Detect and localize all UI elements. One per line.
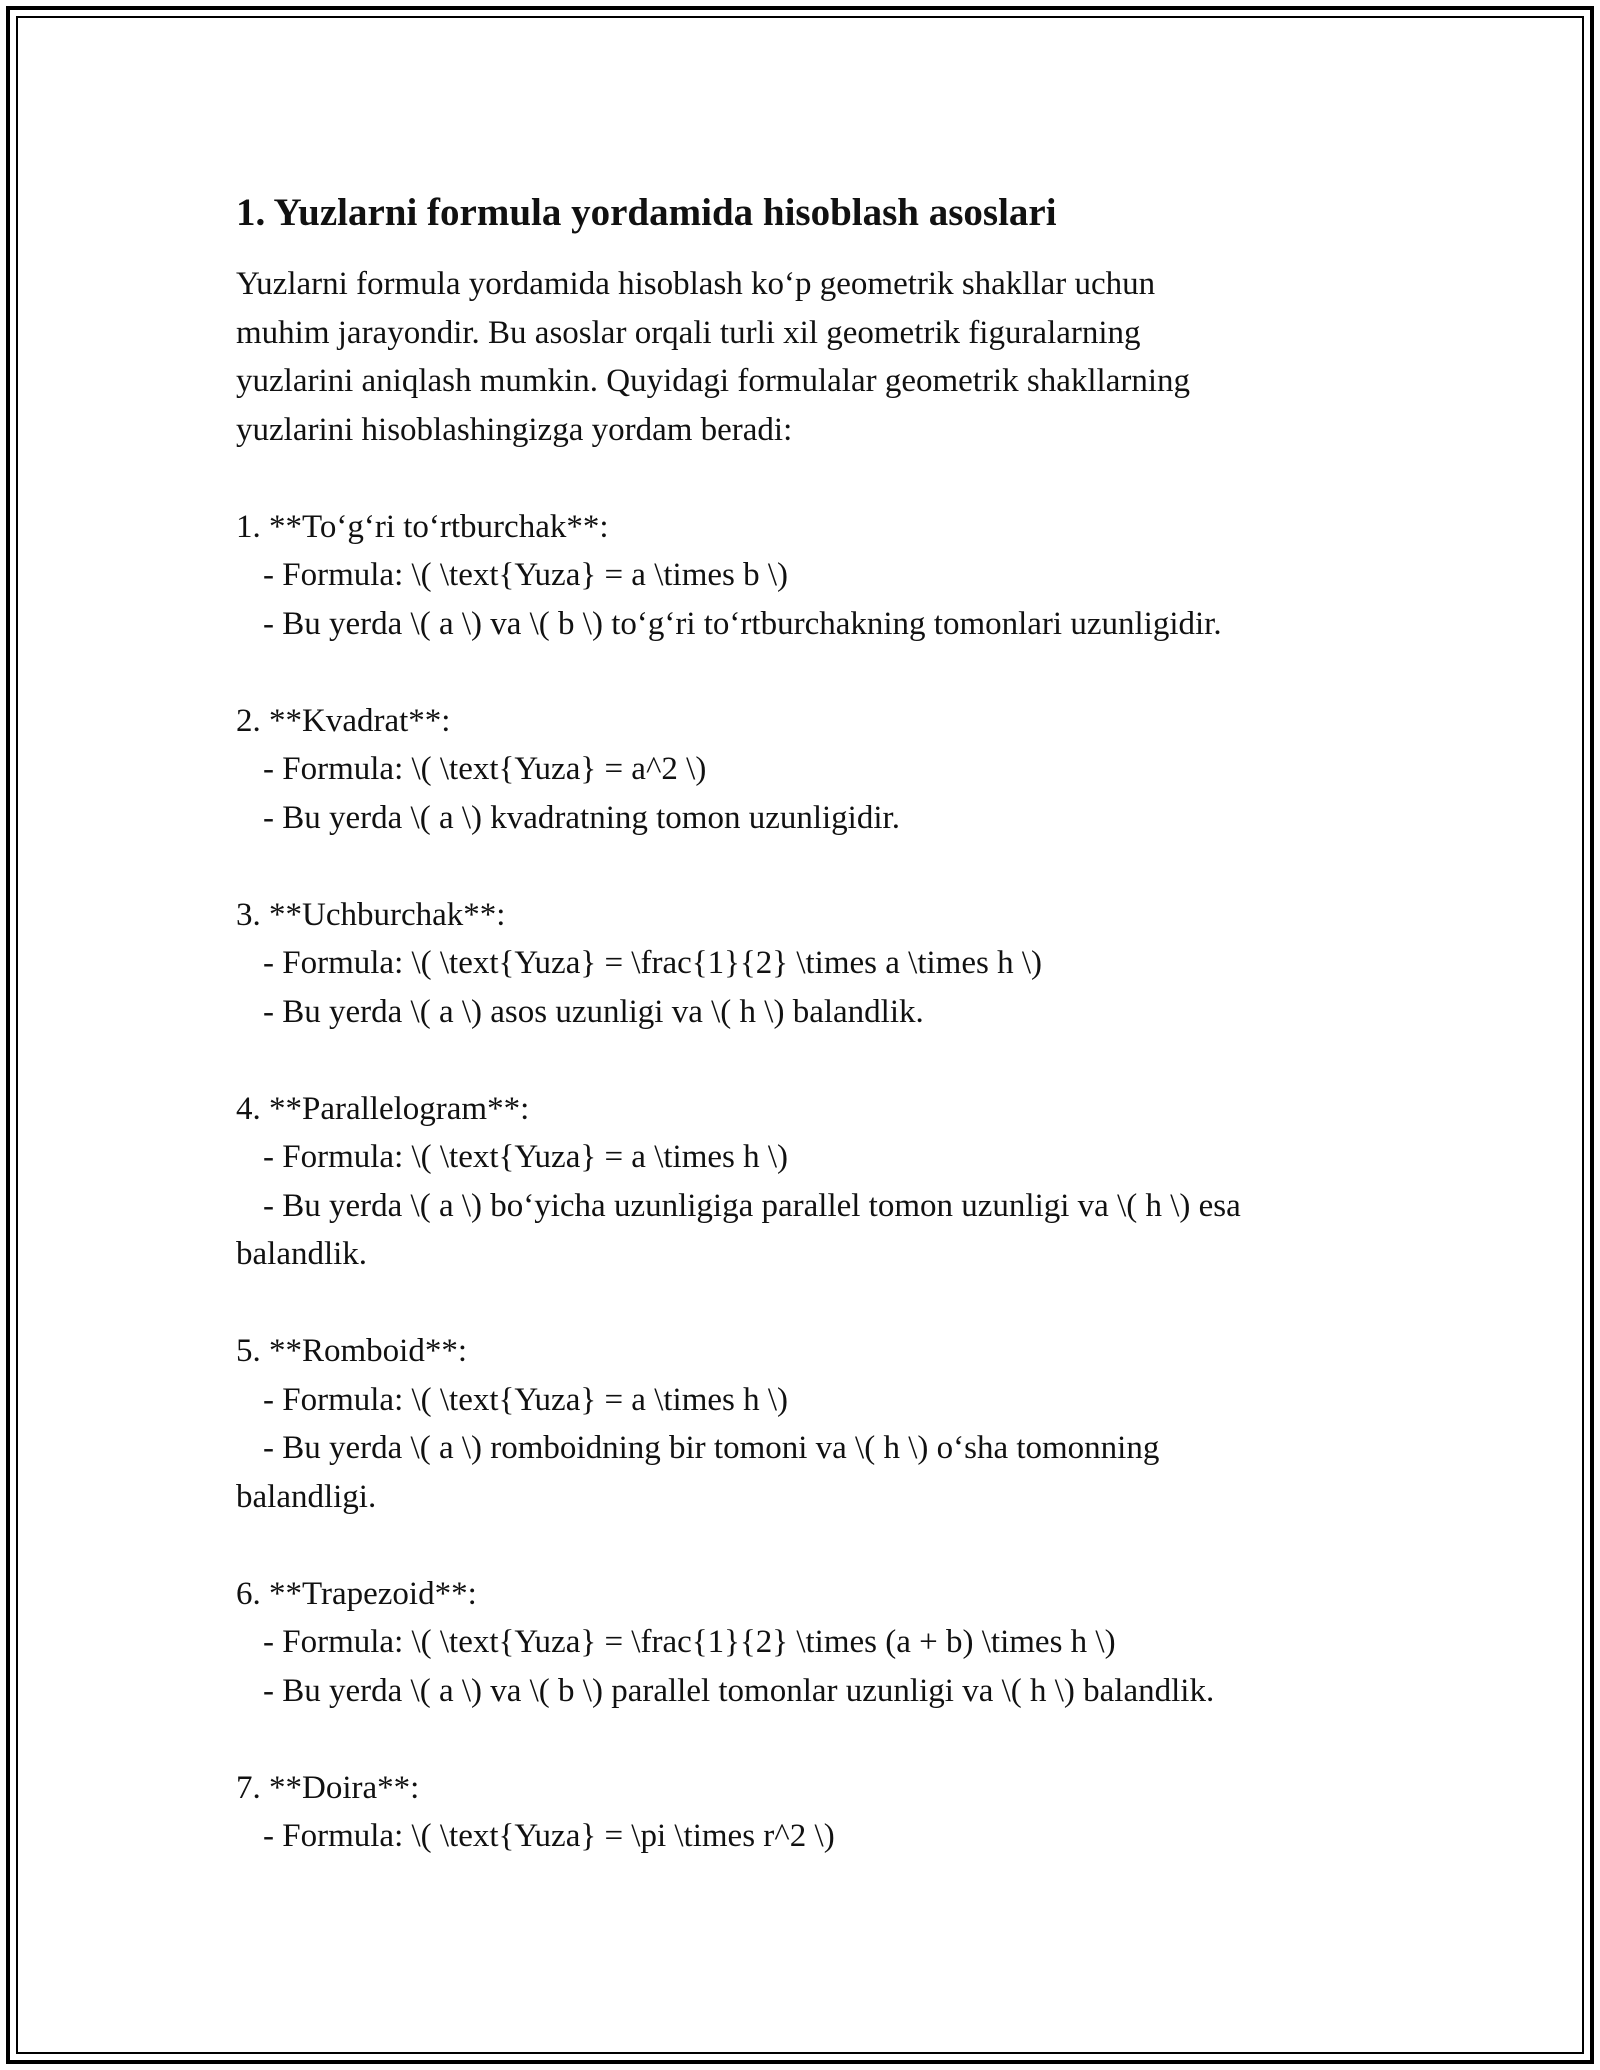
item-title: 2. **Kvadrat**: (236, 702, 451, 739)
item-formula: - Formula: \( \text{Yuza} = \frac{1}{2} \times a \times h \) (263, 945, 1042, 981)
item-title: 1. **To‘g‘ri to‘rtburchak**: (236, 508, 609, 545)
intro-line: yuzlarini hisoblashingizga yordam beradi: (236, 411, 793, 448)
list-item-trapezoid (236, 1570, 1396, 1716)
list-item-parallelogram (236, 1085, 1396, 1279)
item-description-continued: balandlik. (236, 1236, 368, 1272)
item-title: 5. **Romboid**: (236, 1333, 468, 1369)
item-description: - Bu yerda \( a \) kvadratning tomon uzunligidir. (263, 799, 900, 836)
item-title: 6. **Trapezoid**: (236, 1575, 477, 1612)
list-item-circle (236, 1764, 1396, 1861)
intro-paragraph (236, 260, 1396, 454)
item-formula: - Formula: \( \text{Yuza} = a \times h \) (263, 1139, 789, 1175)
item-description: - Bu yerda \( a \) romboidning bir tomoni va \( h \) o‘sha tomonning (263, 1430, 1160, 1466)
item-title: 3. **Uchburchak**: (236, 896, 506, 933)
item-formula: - Formula: \( \text{Yuza} = \pi \times r^2 \) (263, 1818, 835, 1854)
item-description-continued: balandligi. (236, 1478, 377, 1515)
item-description: - Bu yerda \( a \) bo‘yicha uzunligiga parallel tomon uzunligi va \( h \) esa (263, 1187, 1241, 1224)
list-item-square (236, 697, 1396, 843)
intro-line: muhim jarayondir. Bu asoslar orqali turli xil geometrik figuralarning (236, 314, 1141, 351)
section-heading: 1. Yuzlarni formula yordamida hisoblash asoslari (236, 191, 1057, 234)
item-description: - Bu yerda \( a \) va \( b \) to‘g‘ri to‘rtburchakning tomonlari uzunligidir. (263, 605, 1222, 642)
item-formula: - Formula: \( \text{Yuza} = \frac{1}{2} \times (a + b) \times h \) (263, 1624, 1116, 1660)
item-title: 4. **Parallelogram**: (236, 1090, 530, 1127)
list-item-rectangle (236, 503, 1396, 649)
item-formula: - Formula: \( \text{Yuza} = a \times b \) (263, 557, 789, 593)
item-description: - Bu yerda \( a \) va \( b \) parallel tomonlar uzunligi va \( h \) balandlik. (263, 1672, 1215, 1709)
item-title: 7. **Doira**: (236, 1769, 420, 1806)
item-description: - Bu yerda \( a \) asos uzunligi va \( h \) balandlik. (263, 993, 924, 1030)
list-item-romboid (236, 1327, 1396, 1521)
list-item-triangle (236, 891, 1396, 1037)
intro-line: yuzlarini aniqlash mumkin. Quyidagi formulalar geometrik shakllarning (236, 363, 1191, 399)
document-body (236, 186, 1396, 1861)
item-formula: - Formula: \( \text{Yuza} = a \times h \) (263, 1381, 789, 1418)
item-formula: - Formula: \( \text{Yuza} = a^2 \) (263, 751, 707, 787)
intro-line: Yuzlarni formula yordamida hisoblash ko‘p geometrik shakllar uchun (236, 266, 1156, 302)
